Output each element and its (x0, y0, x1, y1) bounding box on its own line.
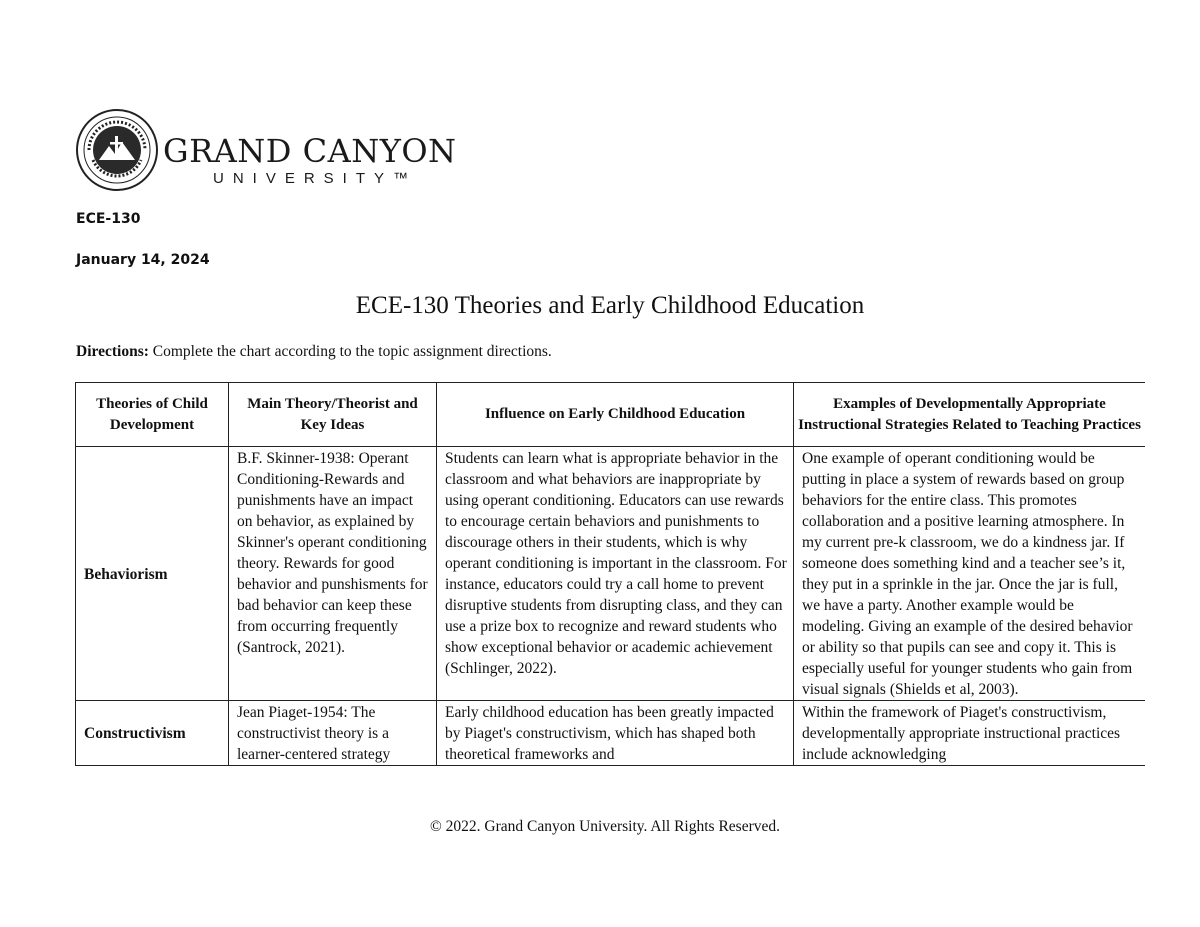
column-header: Theories of Child Development (76, 383, 229, 447)
theories-table (75, 382, 1145, 766)
table-row (76, 701, 1146, 766)
brand-name: GRAND CANYON (163, 132, 457, 170)
directions-text: Complete the chart according to the topic assignment directions. (152, 343, 552, 360)
brand-subtitle: UNIVERSITY™ (213, 170, 418, 187)
page-title: ECE-130 Theories and Early Childhood Education (355, 292, 865, 319)
row-main-theory: Jean Piaget-1954: The constructivist theory is a learner-centered strategy (229, 701, 437, 766)
university-seal-icon (75, 108, 159, 192)
row-theory: Behaviorism (76, 447, 229, 701)
course-code: ECE-130 (76, 211, 141, 227)
row-theory: Constructivism (76, 701, 229, 766)
directions (76, 343, 552, 361)
row-examples: One example of operant conditioning would be putting in place a system of rewards based on group behaviors for the entire class. This promotes collaboration and a positive learning atmosphere. In my current pre-k classroom, we do a kindness jar. If someone does something kind and a teacher see’s it, they put in a sprinkle in the jar. Once the jar is full, we have a party. Another example would be modeling. Giving an example of the desired behavior or ability so that pupils can see and copy it. This is especially useful for younger students who gain from visual signals (Shields et al, 2003). (794, 447, 1146, 701)
theories-table-container (75, 382, 1145, 812)
row-influence: Students can learn what is appropriate behavior in the classroom and what behaviors are inappropriate by using operant conditioning. Educators can use rewards to encourage certain behaviors and punishments to discourage others in their students, which is why operant conditioning is important in the classroom. For instance, educators could try a call home to prevent disruptive students from disrupting class, and they can use a prize box to recognize and reward students who show exceptional behavior or academic achievement (Schlinger, 2022). (437, 447, 794, 701)
column-header: Main Theory/Theorist and Key Ideas (229, 383, 437, 447)
row-main-theory: B.F. Skinner-1938: Operant Conditioning-Rewards and punishments have an impact on behavior, as explained by Skinner's operant conditioning theory. Rewards for good behavior and punshisments for bad behavior can keep these from occurring frequently (Santrock, 2021). (229, 447, 437, 701)
row-examples: Within the framework of Piaget's constructivism, developmentally appropriate instructional practices include acknowledging (794, 701, 1146, 766)
table-header-row (76, 383, 1146, 447)
column-header: Influence on Early Childhood Education (437, 383, 794, 447)
university-logo (75, 108, 457, 192)
copyright-footer: © 2022. Grand Canyon University. All Rights Reserved. (429, 818, 780, 835)
row-influence: Early childhood education has been greatly impacted by Piaget's constructivism, which has shaped both theoretical frameworks and (437, 701, 794, 766)
table-row (76, 447, 1146, 701)
document-date: January 14, 2024 (76, 252, 210, 268)
directions-label: Directions: (76, 343, 149, 360)
column-header: Examples of Developmentally Appropriate Instructional Strategies Related to Teaching Practices (794, 383, 1146, 447)
